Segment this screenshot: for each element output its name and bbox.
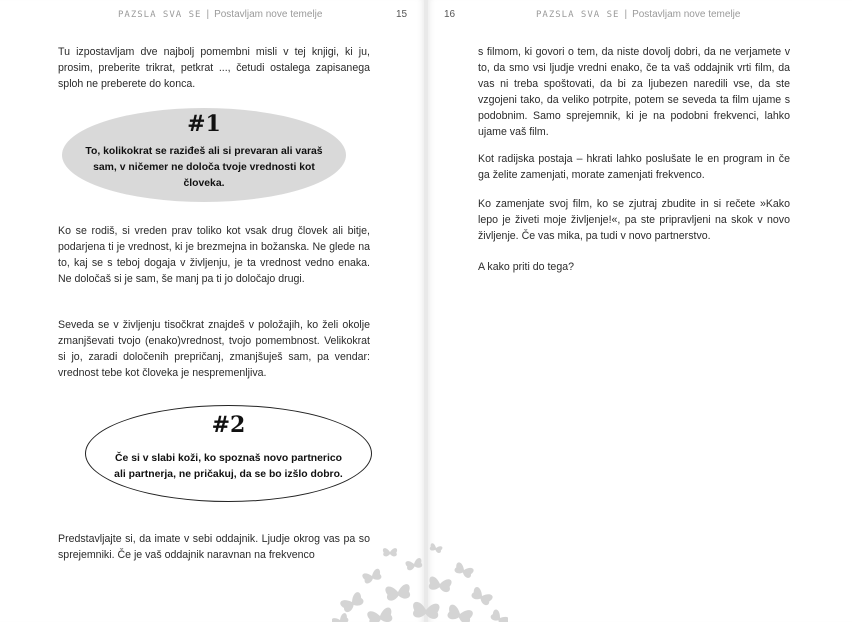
callout-text: Če si v slabi koži, ko spoznaš novo partnerico ali partnerja, ne pričakuj, da se bo izšlo dobro. xyxy=(114,452,343,480)
paragraph-film: s filmom, ki govori o tem, da niste dovolj dobri, da ne verjamete v to, da smo vsi ljudje vredni enako, če ta vaš oddajnik vrti film, da vas ni treba spoštovati, da bi za ljubezen naredili vse, da ste vzgojeni tako, da veliko potrpite, potem se seveda ta film ujame s podobnim. Samo sprejemnik, ki je na podobni frekvenci, lahko ujame vaš film. xyxy=(478,46,790,138)
left-running-header xyxy=(118,9,322,20)
paragraph-situations: Seveda se v življenju tisočkrat znajdeš v položajih, ko želi okolje zmanjševati tvojo (enako)vrednost, tvojo pomembnost. Velikokrat si jo, zaradi določenih prepričanj, zmanjšuješ sam, pa vendar: vrednost tebe kot človeka je nespremenljiva. xyxy=(58,319,370,379)
left-page xyxy=(0,0,424,622)
header-title: Postavljam nove temelje xyxy=(632,9,741,20)
header-separator: | xyxy=(624,9,628,20)
callout-2 xyxy=(85,405,372,502)
callout-number: #2 xyxy=(211,412,246,438)
callout-text: To, kolikokrat se raziđeš ali si prevaran ali varaš sam, v ničemer ne določa tvoje vrednosti kot človeka. xyxy=(85,146,323,189)
paragraph-transmitter: Predstavljajte si, da imate v sebi oddajnik. Ljudje okrog vas pa so sprejemniki. Če je vaš oddajnik naravnan na frekvenco xyxy=(58,533,370,561)
paragraph-radio: Kot radijska postaja – hkrati lahko poslušate le en program in če ga želite zamenjati, morate zamenjati frekvenco. xyxy=(478,153,790,181)
paragraph-change: Ko zamenjate svoj film, ko se zjutraj zbudite in si rečete »Kako lepo je živeti moje življenje!«, pa ste pripravljeni na skok v novo življenje. Če vas mika, pa tudi v novo partnerstvo. xyxy=(478,198,790,242)
paragraph-question: A kako priti do tega? xyxy=(478,261,574,273)
page-number-left: 15 xyxy=(396,9,408,20)
header-brand: PAZSLA SVA SE xyxy=(118,10,202,20)
page-number-right: 16 xyxy=(444,9,456,20)
butterflies-icon xyxy=(332,540,508,622)
header-separator: | xyxy=(206,9,210,20)
right-page xyxy=(428,0,852,622)
header-brand: PAZSLA SVA SE xyxy=(536,10,620,20)
callout-1 xyxy=(62,108,346,202)
header-title: Postavljam nove temelje xyxy=(214,9,323,20)
paragraph-intro: Tu izpostavljam dve najbolj pomembni misli v tej knjigi, ki ju, prosim, preberite trikrat, petkrat ..., četudi ostalega zapisanega sploh ne preberete do konca. xyxy=(58,46,370,90)
paragraph-worth: Ko se rodiš, si vreden prav toliko kot vsak drug človek ali bitje, podarjena ti je vrednost, ki je brezmejna in božanska. Ne glede na to, kaj se s teboj dogaja v življenju, je ta vrednost vedno enaka. Ne določaš si je sam, še manj pa ti jo določajo drugi. xyxy=(58,225,370,285)
right-running-header xyxy=(536,9,740,20)
callout-number: #1 xyxy=(187,111,221,137)
